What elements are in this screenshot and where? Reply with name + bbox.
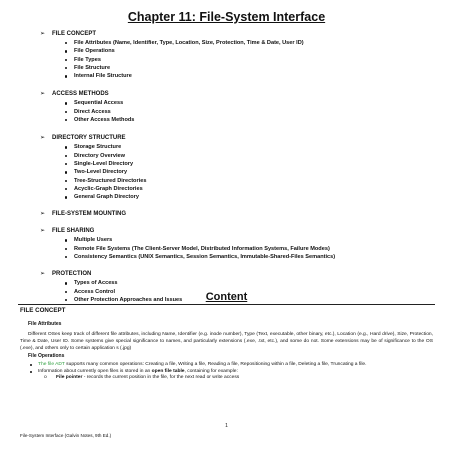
toc-section-label: FILE-SYSTEM MOUNTING <box>52 211 126 218</box>
toc-item <box>40 116 440 124</box>
toc-item-label: Direct Access <box>74 108 111 115</box>
toc-section-title <box>40 134 440 143</box>
toc-section-label: ACCESS METHODS <box>52 91 109 98</box>
toc-item <box>40 72 440 80</box>
toc-item <box>40 56 440 64</box>
toc-item <box>40 152 440 160</box>
bullet-icon <box>65 102 67 104</box>
bullet-icon <box>65 248 67 250</box>
toc-item-label: General Graph Directory <box>74 194 139 201</box>
toc-section-label: PROTECTION <box>52 271 92 278</box>
attributes-paragraph: Different OSes keep track of different file attributes, including Name, Identifier (e.g. inode number), Type (Text, executable, other binary, etc.), Location (e.g., Hard drive), Size, Protection, Time & Date, User ID. Some systems give special significance to names, and particularly extensions (.exe, .txt, etc.), and some do not. Some extensions may be of significance to the OS (.exe), and others only to certain application s (.jpg) <box>20 332 433 351</box>
bullet-icon <box>65 67 67 69</box>
toc-item <box>40 279 440 287</box>
bullet-icon <box>65 75 67 77</box>
toc-item <box>40 177 440 185</box>
toc-item <box>40 193 440 201</box>
bullet-icon <box>65 146 67 148</box>
toc-item <box>40 236 440 244</box>
content-heading: Content <box>205 291 248 303</box>
toc-item-label: Tree-Structured Directories <box>74 177 147 184</box>
toc-section <box>40 90 440 124</box>
table-of-contents <box>40 30 440 304</box>
toc-item-label: Types of Access <box>74 280 118 287</box>
toc-item-list <box>40 236 440 261</box>
bullet-icon <box>65 42 67 44</box>
bullet-icon <box>65 180 67 182</box>
subsection-heading-operations: File Operations <box>28 353 65 359</box>
toc-section-label: FILE SHARING <box>52 228 95 235</box>
bullet-icon <box>65 196 67 198</box>
toc-section-title <box>40 210 440 219</box>
toc-item-label: Consistency Semantics (UNIX Semantics, Session Semantics, Immutable-Shared-Files Semantics) <box>74 254 336 261</box>
sub-list-item <box>38 375 433 382</box>
toc-item-label: Directory Overview <box>74 152 125 159</box>
toc-section <box>40 30 440 80</box>
toc-item <box>40 39 440 47</box>
page-number: 1 <box>225 423 228 429</box>
list-item-text: Information about currently open files is stored in an <box>38 368 152 374</box>
bullet-icon <box>65 282 67 284</box>
toc-item-list <box>40 143 440 201</box>
toc-item-label: Access Control <box>74 288 116 295</box>
toc-item <box>40 245 440 253</box>
toc-item <box>40 168 440 176</box>
toc-item <box>40 185 440 193</box>
bullet-icon <box>30 371 32 373</box>
toc-section-title <box>40 227 440 236</box>
toc-item-label: Acyclic-Graph Directories <box>74 185 143 192</box>
toc-item-list <box>40 99 440 124</box>
toc-section <box>40 227 440 261</box>
toc-item-label: File Structure <box>74 64 111 71</box>
toc-item <box>40 160 440 168</box>
list-item-bold: open file table <box>151 368 185 374</box>
sub-bullet-icon: o <box>44 375 47 380</box>
toc-item-label: Sequential Access <box>74 100 124 107</box>
file-adt-link[interactable]: The file ADT <box>38 362 65 367</box>
bullet-icon <box>65 188 67 190</box>
subsection-heading-attributes: File Attributes <box>28 321 62 327</box>
sub-item-bold: File pointer <box>56 375 83 380</box>
bullet-icon <box>65 155 67 157</box>
toc-item-label: Multiple Users <box>74 237 113 244</box>
toc-item-label: Other Protection Approaches and Issues <box>74 296 183 303</box>
list-item <box>28 369 433 382</box>
toc-section <box>40 134 440 201</box>
toc-item <box>40 64 440 72</box>
toc-item-label: Other Access Methods <box>74 117 135 124</box>
arrow-bullet-icon: ➢ <box>40 91 46 98</box>
bullet-icon <box>65 239 67 241</box>
arrow-bullet-icon: ➢ <box>40 135 46 142</box>
toc-item-label: File Operations <box>74 48 115 55</box>
list-item-text: , containing for example: <box>184 368 238 374</box>
toc-item <box>40 99 440 107</box>
toc-item-label: Single-Level Directory <box>74 160 134 167</box>
toc-item-list <box>40 39 440 80</box>
bullet-icon <box>30 364 32 366</box>
toc-item-label: Storage Structure <box>74 144 122 151</box>
arrow-bullet-icon: ➢ <box>40 271 46 278</box>
bullet-icon <box>65 119 67 121</box>
toc-item-label: File Types <box>74 56 101 63</box>
arrow-bullet-icon: ➢ <box>40 31 46 37</box>
bullet-icon <box>65 59 67 61</box>
sub-item-text: - records the current position in the file, for the next read or write access <box>82 375 240 380</box>
list-item-text: supports many common operations: Creating a file, Writing a file, Reading a file, Repositioning within a file, Deleting a file, Truncating a file. <box>64 362 367 367</box>
bullet-icon <box>65 163 67 165</box>
page-footer: File-System Interface (Galvin Notes, 9th Ed.) <box>20 433 112 438</box>
toc-section-title <box>40 270 440 279</box>
toc-item-label: Two-Level Directory <box>74 169 128 176</box>
section-heading: FILE CONCEPT <box>20 307 66 314</box>
toc-section <box>40 210 440 219</box>
toc-item-label: Internal File Structure <box>74 73 132 80</box>
bullet-icon <box>65 111 67 113</box>
bullet-icon <box>65 256 67 258</box>
toc-item <box>40 253 440 261</box>
toc-section-label: FILE CONCEPT <box>52 31 97 37</box>
toc-item <box>40 47 440 55</box>
toc-item-label: Remote File Systems (The Client-Server Model, Distributed Information Systems, Failure Modes) <box>74 245 330 252</box>
operations-list <box>28 362 433 382</box>
toc-item <box>40 143 440 151</box>
arrow-bullet-icon: ➢ <box>40 211 46 218</box>
chapter-title: Chapter 11: File-System Interface <box>127 10 326 24</box>
bullet-icon <box>65 171 67 173</box>
toc-section-label: DIRECTORY STRUCTURE <box>52 135 126 142</box>
toc-section-title <box>40 90 440 99</box>
bullet-icon <box>65 50 67 52</box>
arrow-bullet-icon: ➢ <box>40 228 46 235</box>
toc-item <box>40 108 440 116</box>
heading-rule <box>18 304 435 305</box>
toc-section-title <box>40 30 440 39</box>
toc-item-label: File Attributes (Name, Identifier, Type, Location, Size, Protection, Time & Date, User ID) <box>74 40 304 46</box>
